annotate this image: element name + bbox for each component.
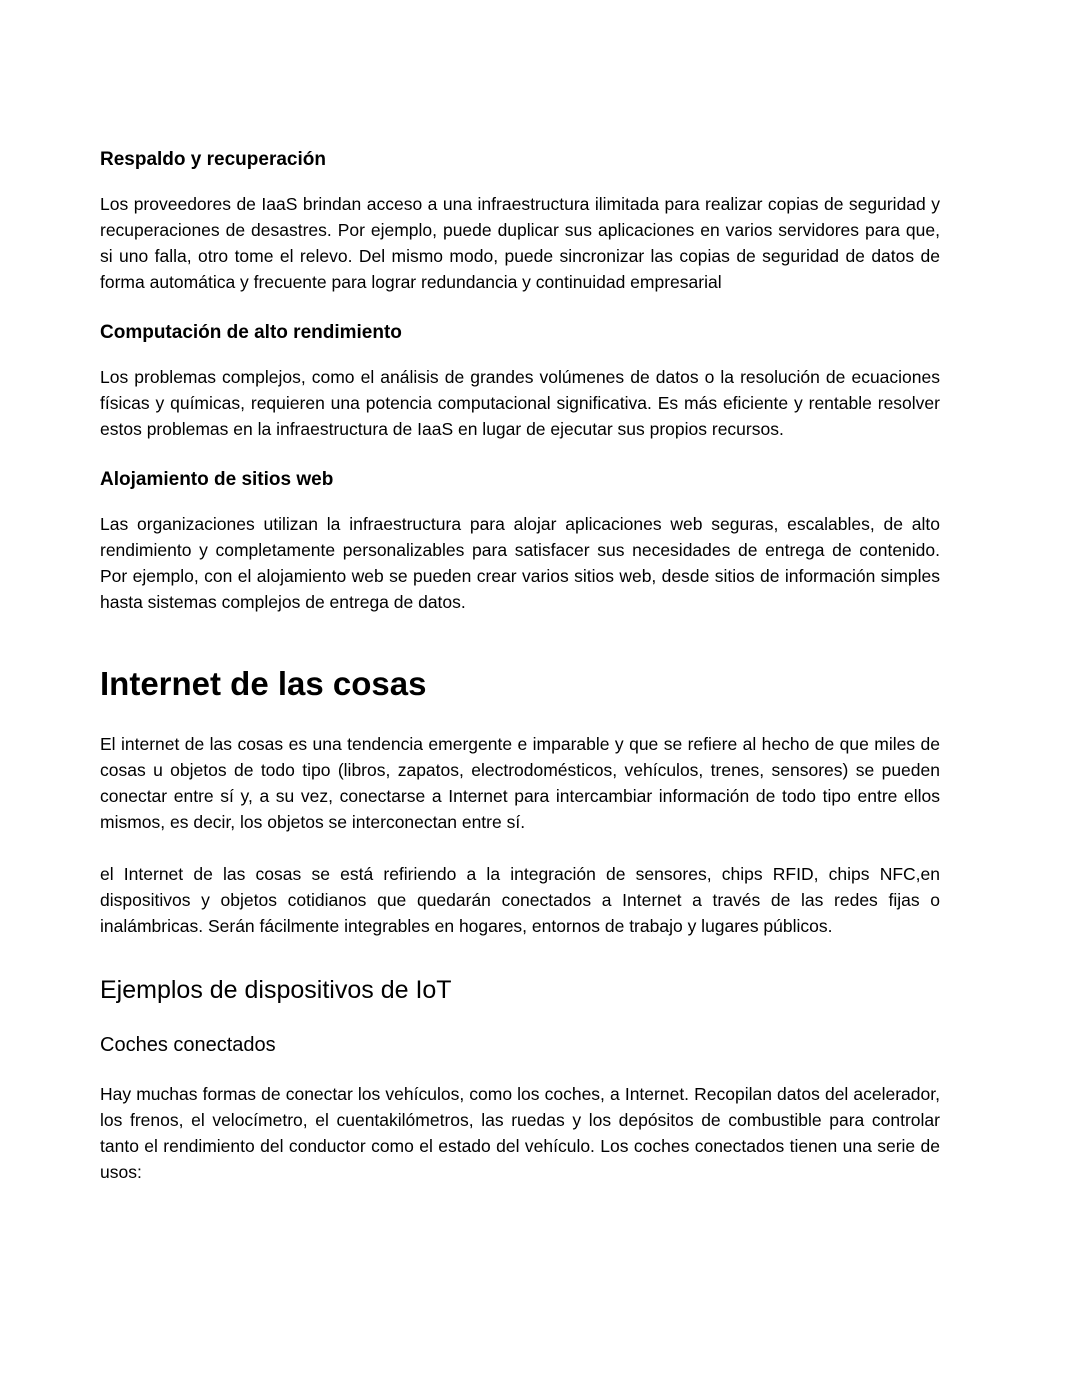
paragraph-coches-conectados: Hay muchas formas de conectar los vehículos, como los coches, a Internet. Recopilan datos del acelerador, los frenos, el velocímetro, el cuentakilómetros, las ruedas y los depósitos de combustible para controlar tanto el rendimiento del conductor como el estado del vehículo. Los coches conectados tienen una serie de usos: — [100, 1084, 940, 1182]
paragraph-alojamiento: Las organizaciones utilizan la infraestructura para alojar aplicaciones web seguras, escalables, de alto rendimiento y completamente personalizables para satisfacer sus necesidades de entrega de contenido. Por ejemplo, con el alojamiento web se pueden crear varios sitios web, desde sitios de información simples hasta sistemas complejos de entrega de datos. — [100, 514, 940, 612]
heading-alojamiento-sitios-web: Alojamiento de sitios web — [100, 469, 334, 490]
heading-ejemplos-dispositivos-iot: Ejemplos de dispositivos de IoT — [100, 976, 452, 1004]
heading-coches-conectados: Coches conectados — [100, 1034, 276, 1056]
paragraph-respaldo: Los proveedores de IaaS brindan acceso a una infraestructura ilimitada para realizar copias de seguridad y recuperaciones de desastres. Por ejemplo, puede duplicar sus aplicaciones en varios servidores para que, si uno falla, otro tome el relevo. Del mismo modo, puede sincronizar las copias de seguridad de datos de forma automática y frecuente para lograr redundancia y continuidad empresarial — [100, 194, 940, 292]
heading-respaldo-y-recuperacion: Respaldo y recuperación — [100, 149, 326, 170]
heading-internet-de-las-cosas: Internet de las cosas — [100, 665, 427, 702]
document-content — [100, 148, 940, 1185]
paragraph-iot-1: El internet de las cosas es una tendencia emergente e imparable y que se refiere al hecho de que miles de cosas u objetos de todo tipo (libros, zapatos, electrodomésticos, vehículos, trenes, sensores) se pueden conectar entre sí y, a su vez, conectarse a Internet para intercambiar información de todo tipo entre ellos mismos, es decir, los objetos se interconectan entre sí. — [100, 734, 940, 832]
paragraph-computacion: Los problemas complejos, como el análisis de grandes volúmenes de datos o la resolución de ecuaciones físicas y químicas, requieren una potencia computacional significativa. Es más eficiente y rentable resolver estos problemas en la infraestructura de IaaS en lugar de ejecutar sus propios recursos. — [100, 367, 940, 439]
paragraph-iot-2: el Internet de las cosas se está refiriendo a la integración de sensores, chips RFID, chips NFC,en dispositivos y objetos cotidianos que quedarán conectados a Internet a través de las redes fijas o inalámbricas. Serán fácilmente integrables en hogares, entornos de trabajo y lugares públicos. — [100, 864, 940, 936]
heading-computacion-alto-rendimiento: Computación de alto rendimiento — [100, 322, 402, 343]
